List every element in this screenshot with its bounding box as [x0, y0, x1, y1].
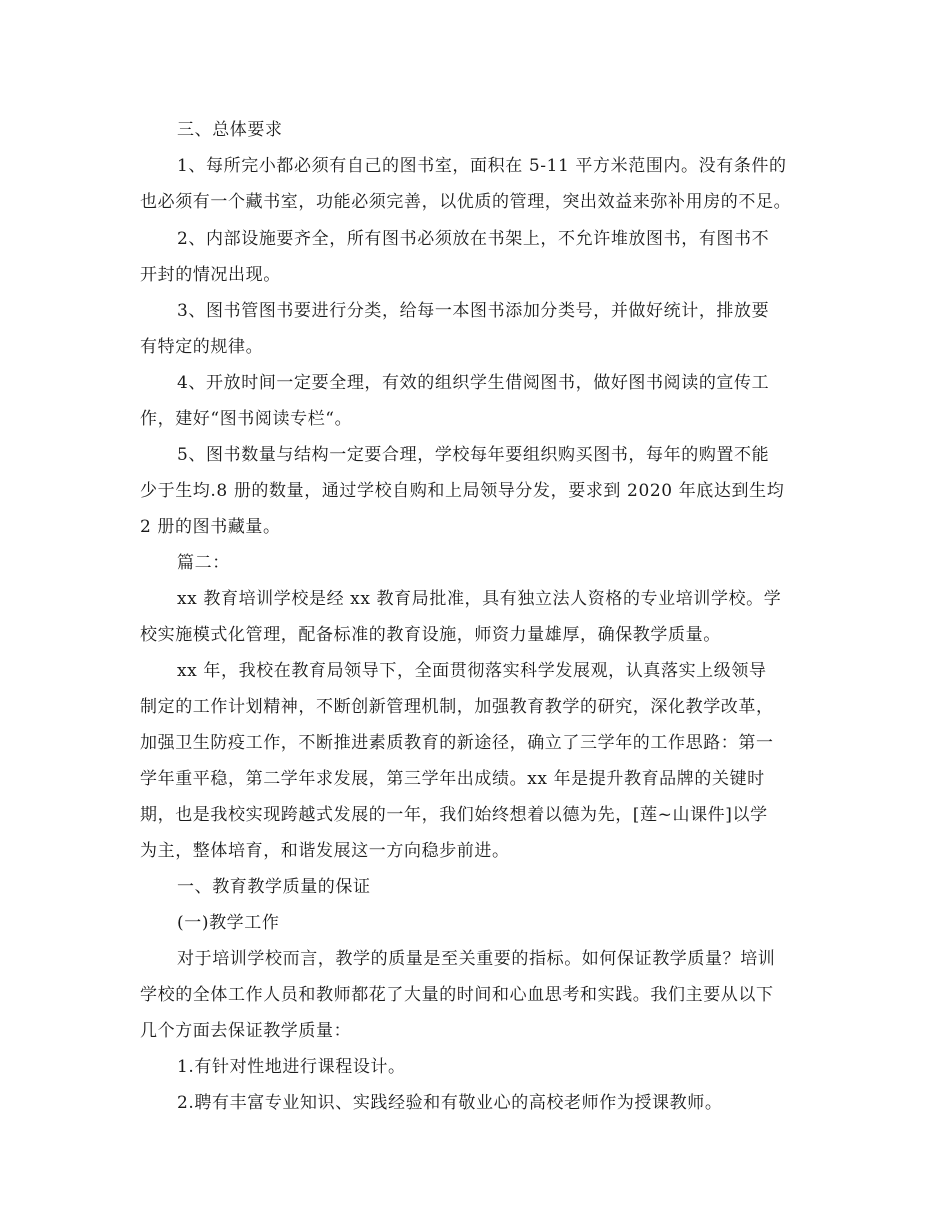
paragraph-line: 3、图书管图书要进行分类，给每一本图书添加分类号，并做好统计，排放要: [177, 301, 770, 321]
paragraph-line: 学校的全体工作人员和教师都花了大量的时间和心血思考和实践。我们主要从以下: [140, 985, 774, 1005]
paragraph-line: 作，建好“图书阅读专栏“。: [140, 409, 353, 429]
paragraph-line: 为主，整体培育，和谐发展这一方向稳步前进。: [140, 841, 510, 861]
paragraph-line: 2 册的图书藏量。: [140, 517, 281, 537]
subsection-heading: (一)教学工作: [177, 913, 280, 933]
section-heading: 篇二：: [177, 553, 230, 573]
paragraph-line: 校实施模式化管理，配备标准的教育设施，师资力量雄厚，确保教学质量。: [140, 625, 721, 645]
paragraph-line: xx 年，我校在教育局领导下，全面贯彻落实科学发展观，认真落实上级领导: [177, 661, 767, 681]
section-heading: 一、教育教学质量的保证: [177, 877, 371, 897]
paragraph-line: 也必须有一个藏书室，功能必须完善，以优质的管理，突出效益来弥补用房的不足。: [140, 192, 792, 212]
paragraph-line: 有特定的规律。: [140, 337, 264, 357]
paragraph-line: xx 教育培训学校是经 xx 教育局批准，具有独立法人资格的专业培训学校。学: [177, 589, 782, 609]
list-item: 2.聘有丰富专业知识、实践经验和有敬业心的高校老师作为授课教师。: [177, 1093, 723, 1113]
paragraph-line: 少于生均.8 册的数量，通过学校自购和上局领导分发，要求到 2020 年底达到生均: [140, 481, 785, 501]
paragraph-line: 5、图书数量与结构一定要合理，学校每年要组织购买图书，每年的购置不能: [177, 445, 770, 465]
paragraph-line: 期，也是我校实现跨越式发展的一年，我们始终想着以德为先，[莲~山课件]以学: [140, 805, 768, 825]
list-item: 1.有针对性地进行课程设计。: [177, 1057, 406, 1077]
paragraph-line: 2、内部设施要齐全，所有图书必须放在书架上，不允许堆放图书，有图书不: [177, 229, 770, 249]
paragraph-line: 1、每所完小都必须有自己的图书室，面积在 5-11 平方米范围内。没有条件的: [177, 156, 787, 176]
section-heading: 三、总体要求: [177, 120, 283, 140]
paragraph-line: 开封的情况出现。: [140, 265, 281, 285]
paragraph-line: 学年重平稳，第二学年求发展，第三学年出成绩。xx 年是提升教育品牌的关键时: [140, 769, 765, 789]
paragraph-line: 对于培训学校而言，教学的质量是至关重要的指标。如何保证教学质量？培训: [177, 949, 776, 969]
paragraph-line: 加强卫生防疫工作，不断推进素质教育的新途径，确立了三学年的工作思路：第一: [140, 733, 774, 753]
paragraph-line: 4、开放时间一定要全理，有效的组织学生借阅图书，做好图书阅读的宣传工: [177, 373, 770, 393]
paragraph-line: 制定的工作计划精神，不断创新管理机制，加强教育教学的研究，深化教学改革，: [140, 697, 774, 717]
paragraph-line: 几个方面去保证教学质量：: [140, 1021, 352, 1041]
